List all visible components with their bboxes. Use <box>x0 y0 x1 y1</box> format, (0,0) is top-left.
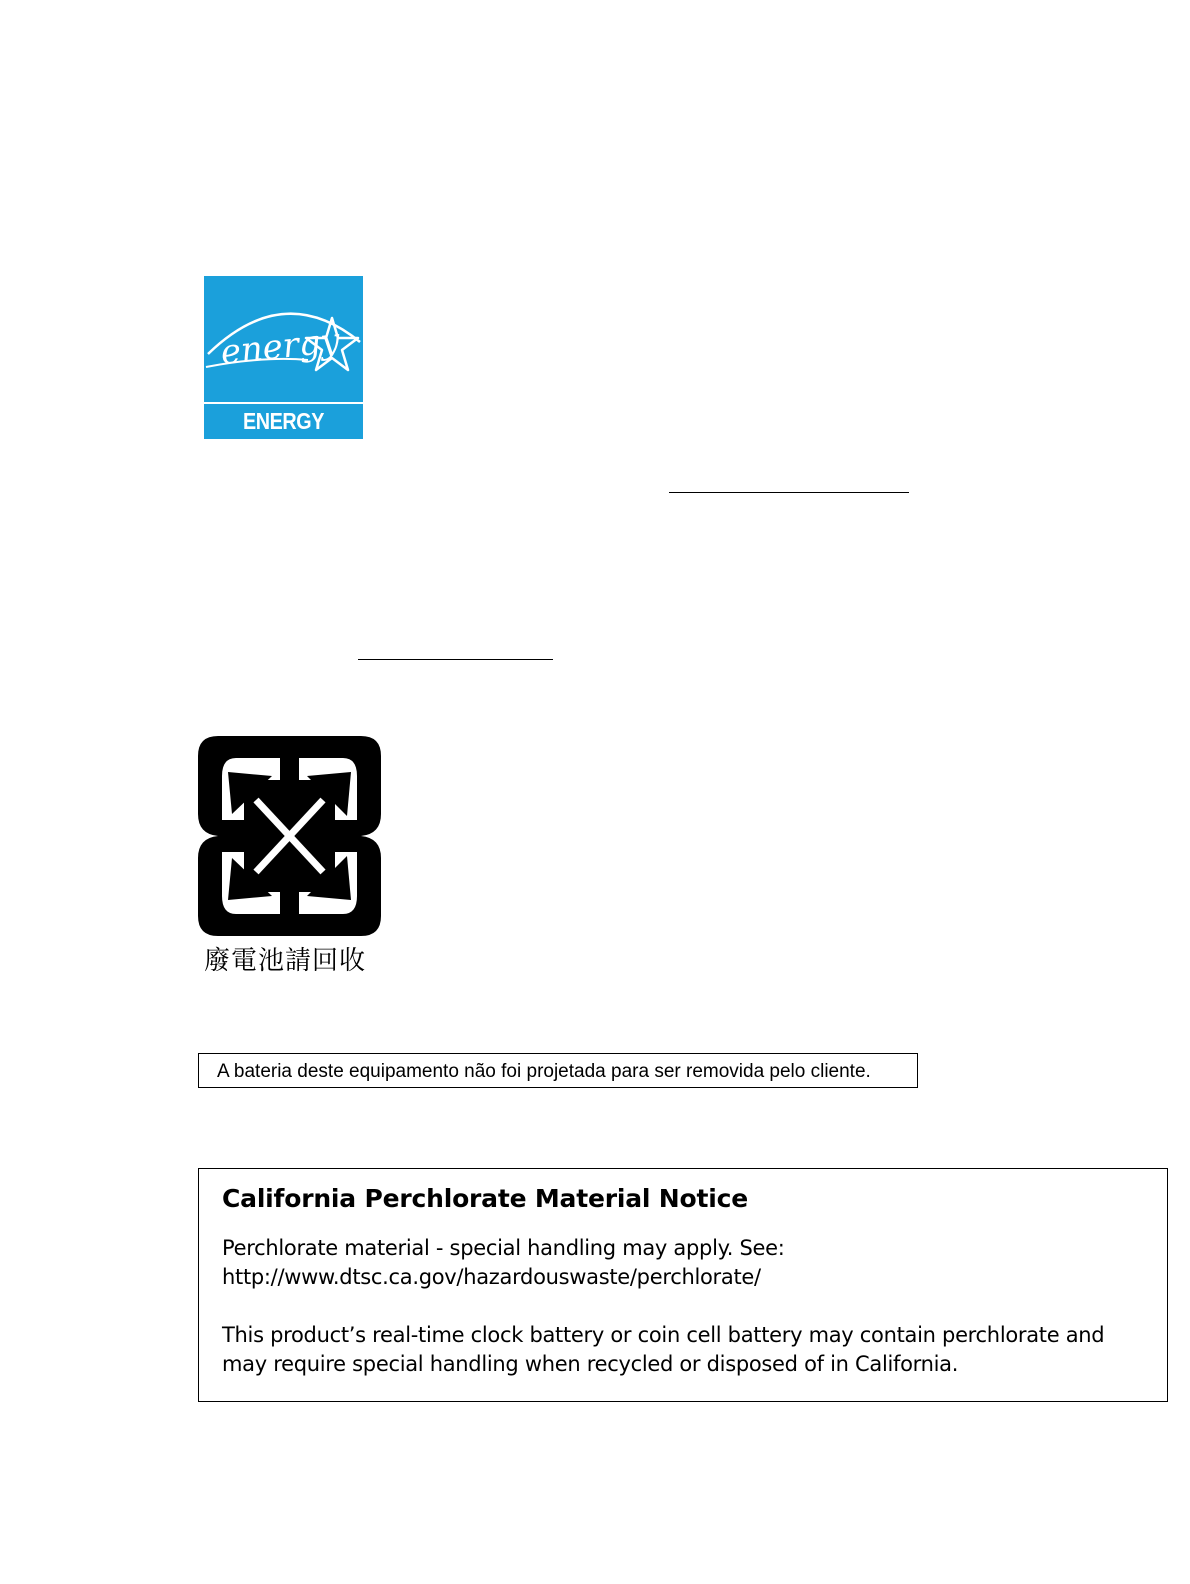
battery-recycling-icon <box>198 736 381 936</box>
brazil-notice-text: A bateria deste equipamento não foi projetada para ser removida pelo cliente. <box>217 1061 871 1082</box>
california-perchlorate-notice <box>198 1168 1168 1402</box>
notice-line-3: This product’s real-time clock battery or coin cell battery may contain perchlorate and <box>222 1323 1105 1347</box>
energy-star-label: ENERGY STAR <box>243 408 324 464</box>
notice-line-1: Perchlorate material - special handling may apply. See: <box>222 1236 785 1260</box>
energy-star-logo <box>204 276 363 464</box>
brazil-battery-notice <box>198 1053 918 1088</box>
notice-line-4: may require special handling when recycled or disposed of in California. <box>222 1352 959 1376</box>
energy-script-text: energy <box>218 320 342 373</box>
url-underline-2 <box>358 659 553 660</box>
notice-title: California Perchlorate Material Notice <box>222 1184 748 1213</box>
recycle-caption: 廢電池請回收 <box>204 946 367 976</box>
url-underline-1 <box>669 492 909 493</box>
notice-url: http://www.dtsc.ca.gov/hazardouswaste/perchlorate/ <box>222 1265 761 1289</box>
